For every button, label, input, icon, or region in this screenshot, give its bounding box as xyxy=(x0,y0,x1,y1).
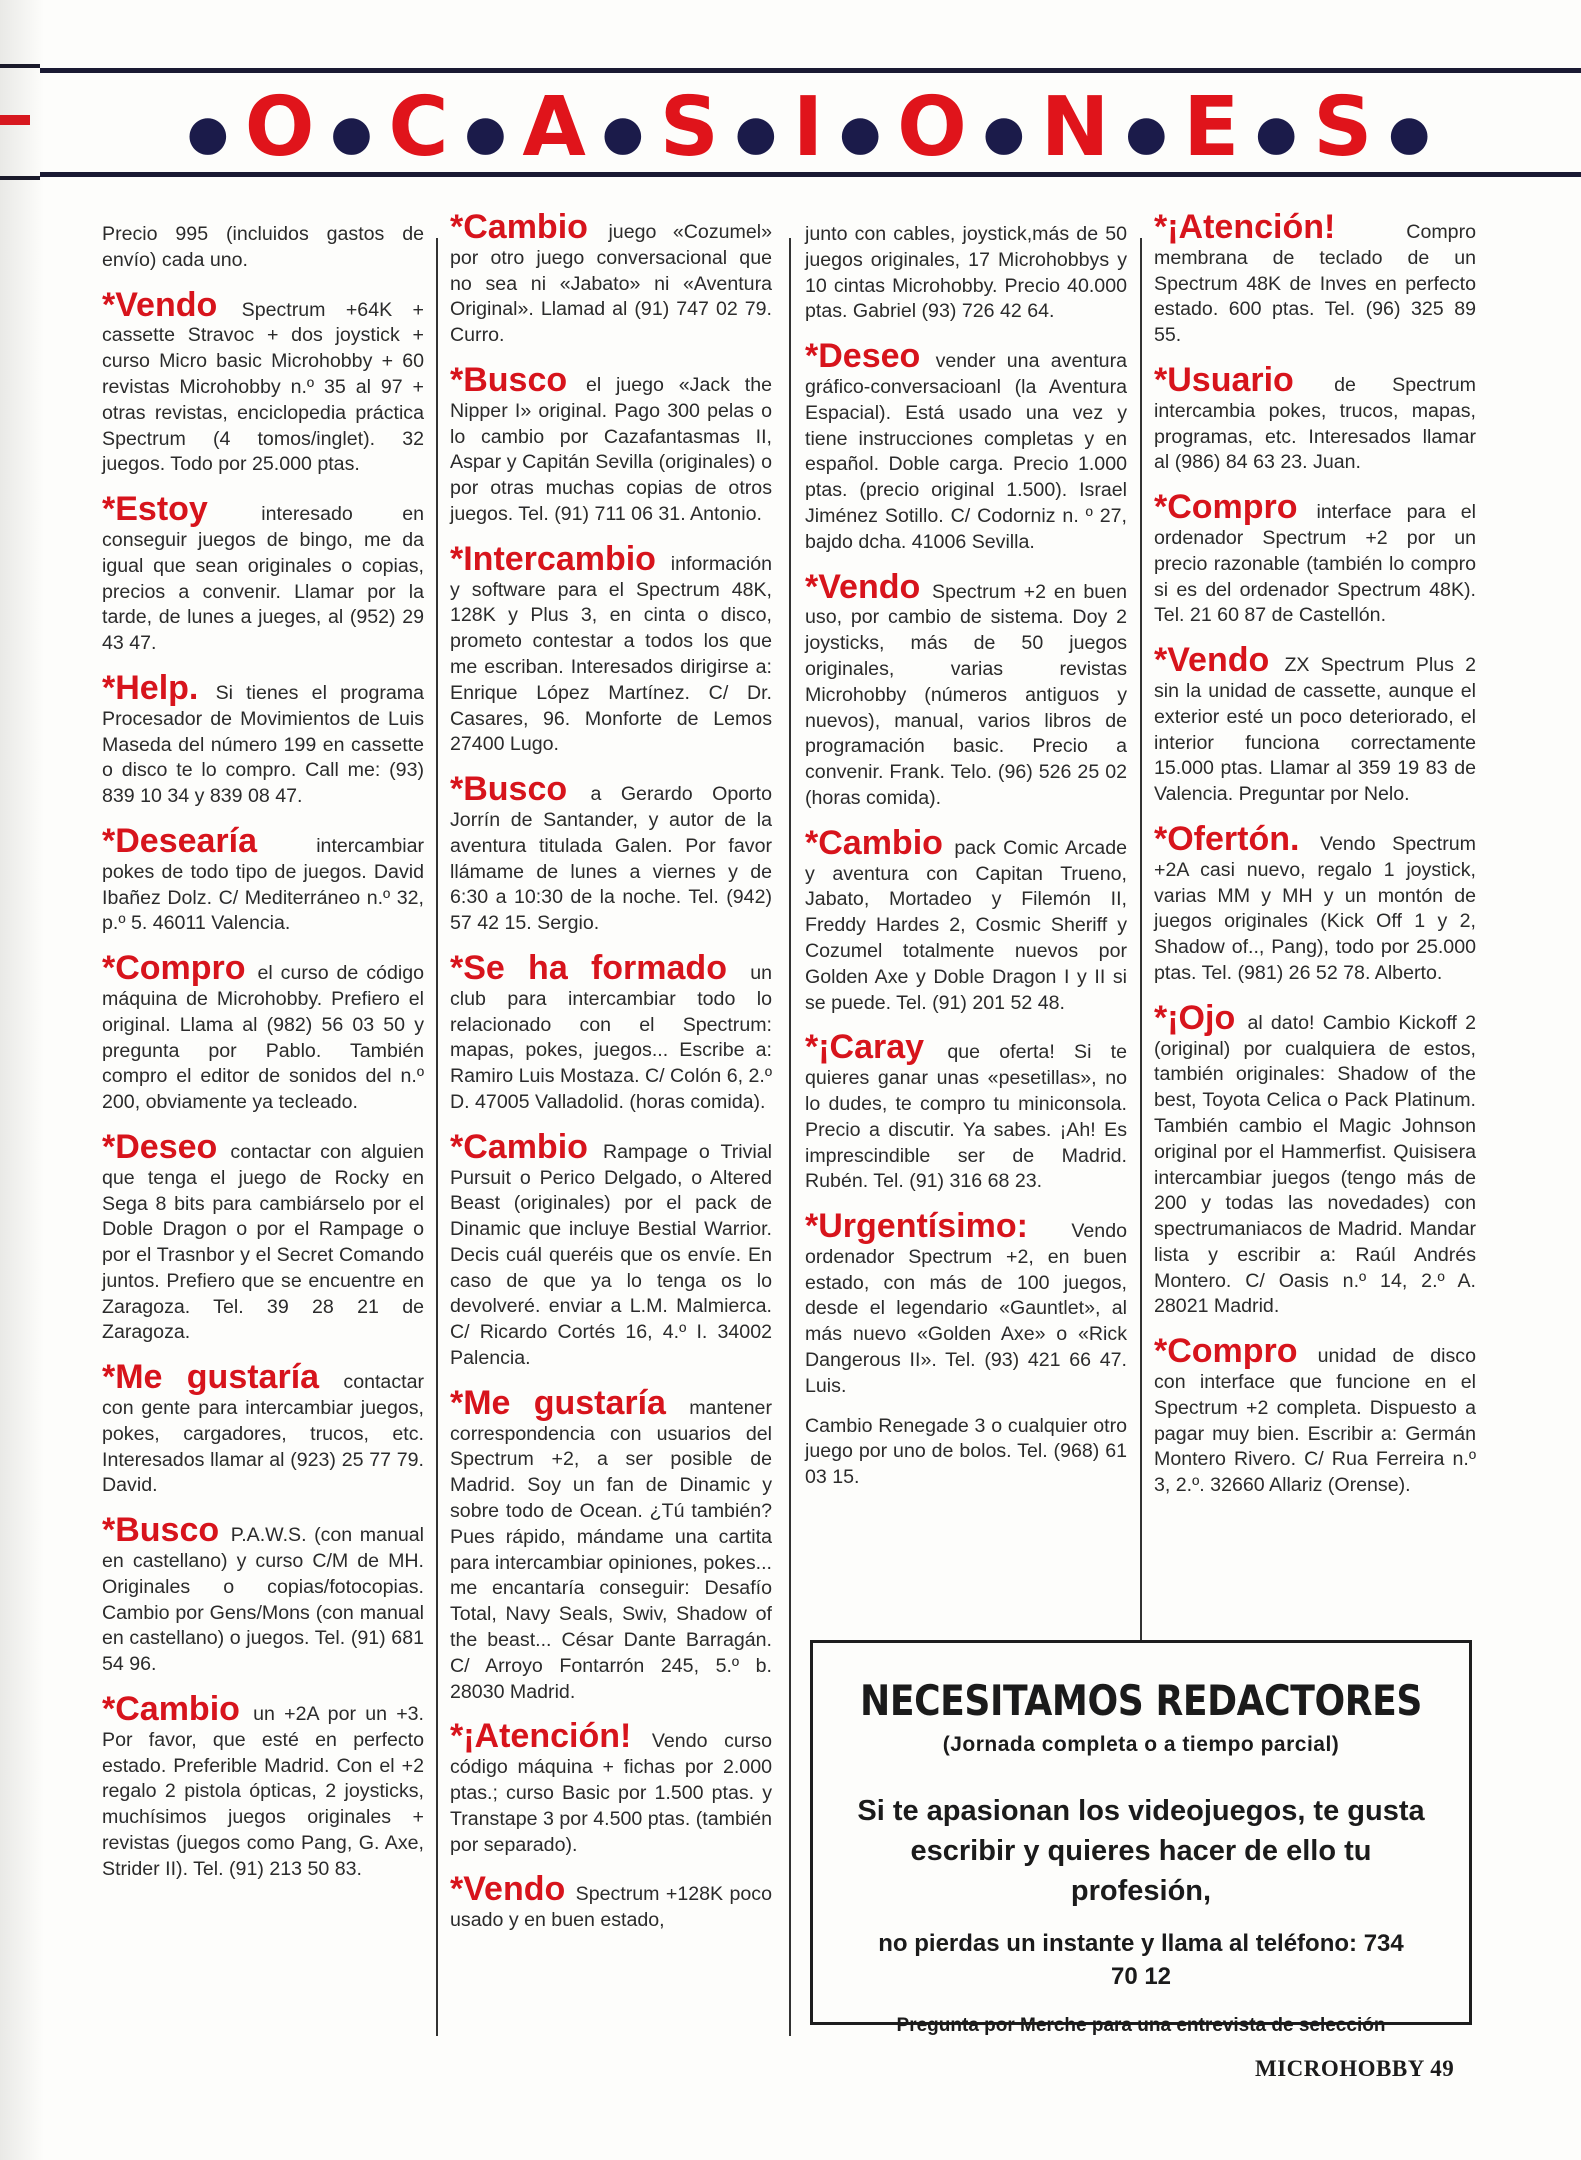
ad-text: unidad de disco con interface que funcione en el Spectrum +2 completa. Dispuesto a pagar muy bien. Escribir a: Germán Montero Rivero. C/ Rua Ferreira n.º 3, 2.º. 32660 Allariz (Orense). xyxy=(1154,1345,1477,1497)
ad-text: vender una aventura gráfico-conversacioanl (la Aventura Espacial). Está usado una vez y tiene instrucciones completas y en español. Doble carga. Precio 1.000 ptas. (precio original 1.500). Israel Jiménez Sotillo. C/ Codorniz n. º 27, bajdo dcha. 41006 Sevilla. xyxy=(805,350,1127,553)
ad-keyword: *Intercambio xyxy=(450,539,656,578)
ad-text: juego «Cozumel» por otro juego conversacional que no sea ni «Jabato» ni «Aventura Original». Llamad al (91) 747 02 79. Curro. xyxy=(450,221,772,347)
ad-keyword: *Busco xyxy=(450,360,568,399)
ad-keyword: *Se ha formado xyxy=(450,948,727,987)
page-folio: MICROHOBBY 49 xyxy=(1255,2056,1455,2081)
ad-keyword: *Compro xyxy=(1154,488,1298,527)
ad-keyword: *¡Atención! xyxy=(1154,208,1336,246)
classifieds-column-1 xyxy=(102,210,424,1897)
ad-text: interface para el ordenador Spectrum +2 por un precio razonable (también lo compro si es del ordenador Spectrum 48K). Tel. 21 60 87 de Castellón. xyxy=(1154,501,1476,627)
ad-keyword: *Vendo xyxy=(805,567,921,606)
masthead-letter: A xyxy=(522,80,590,175)
ad-text: un club para intercambiar todo lo relacionado con el Spectrum: mapas, pokes, juegos... Escribe a: Ramiro Luis Mostaza. C/ Colón 6, 2.º D. 47005 Valladolid. (horas comida). xyxy=(450,961,772,1113)
masthead-letter: N xyxy=(1040,80,1114,175)
ad-keyword: *Busco xyxy=(450,770,568,809)
ad-keyword: *Usuario xyxy=(1154,360,1294,399)
ad-keyword: *Cambio xyxy=(805,823,943,862)
masthead-letter: S xyxy=(1313,80,1377,175)
classified-ad xyxy=(102,1513,424,1678)
masthead-dot: ● xyxy=(1255,104,1302,161)
page-gutter xyxy=(0,0,44,2160)
ad-keyword: *¡Caray xyxy=(805,1028,925,1067)
masthead-letter: I xyxy=(792,80,828,175)
classified-ad xyxy=(102,668,424,810)
ad-text: Vendo curso código máquina + fichas por 2.000 ptas.; curso Basic por 1.500 ptas. y Transtape 3 por 4.500 ptas. (también por separado). xyxy=(450,1730,772,1856)
masthead-dot: ● xyxy=(601,104,648,161)
section-masthead xyxy=(40,78,1581,178)
classified-ad xyxy=(102,1127,425,1346)
ad-text: que oferta! Si te quieres ganar unas «pesetillas», no lo dudes, te compro tu miniconsola. Precio a discutir. Ya sabes. ¡Ah! Es imprescindible ser de Madrid. Rubén. Tel. (91) 316 68 23. xyxy=(805,1041,1127,1193)
ad-text: intercambiar pokes de todo tipo de juegos. David Ibañez Dolz. C/ Mediterráneo n.º 32, p.º 5. 46011 Valencia. xyxy=(102,834,424,935)
ad-text: Compro membrana de teclado de un Spectrum 48K de Inves en perfecto estado. 600 ptas. Tel. (96) 325 89 55. xyxy=(1154,221,1476,347)
ad-text: Vendo Spectrum +2A casi nuevo, regalo 1 joystick, varias MM y MH y un montón de juegos originales (Kick Off 1 y 2, Shadow of.., Pang), todo por 25.000 ptas. Tel. (981) 26 52 78. Alberto. xyxy=(1154,832,1476,984)
masthead-dot: ● xyxy=(1125,104,1172,161)
ad-text: mantener correspondencia con usuarios del Spectrum +2, a ser posible de Madrid. Soy un fan de Dinamic y sobre todo de Ocean. ¿Tú también? Pues rápido, mándame una cartita para intercambiar opiniones, pokes... me encantaría conseguir: Desafío Total, Navy Seals, Swiv, Shadow of the beast... César Dante Barragán. C/ Arroyo Fontarrón 245, 5.º b. 28030 Madrid. xyxy=(450,1396,772,1703)
job-ad-title: NECESITAMOS REDACTORES xyxy=(860,1676,1422,1725)
ad-text: el curso de código máquina de Microhobby. Prefiero el original. Llama al (982) 56 03 50 y pregunta por Pablo. También compro el editor de sonidos del n.º 200, obviamente ya tecleado. xyxy=(102,962,424,1114)
masthead-letter: O xyxy=(244,80,319,175)
header-top-rule xyxy=(40,68,1581,73)
column-rule xyxy=(789,238,791,2036)
classified-ad xyxy=(805,1209,1127,1400)
gutter-red-mark xyxy=(0,115,30,125)
ad-keyword: *Compro xyxy=(102,949,246,988)
masthead-dot: ● xyxy=(330,104,377,161)
job-ad-subtitle: (Jornada completa o a tiempo parcial) xyxy=(942,1733,1340,1756)
ad-keyword: *Busco xyxy=(102,1511,220,1550)
classified-ad xyxy=(1154,1334,1476,1499)
classified-ad xyxy=(102,492,424,657)
ad-keyword: *Estoy xyxy=(102,490,208,529)
classified-ad xyxy=(450,1383,772,1706)
classified-ad xyxy=(805,1414,1127,1491)
classified-ad xyxy=(102,951,424,1116)
masthead-dot: ● xyxy=(186,104,233,161)
masthead-letter: C xyxy=(388,80,453,175)
classified-ad xyxy=(805,222,1127,325)
classified-ad xyxy=(1154,819,1476,987)
ad-text: ZX Spectrum Plus 2 sin la unidad de cassette, aunque el exterior esté un poco deteriorado, el interior funciona correctamente 15.000 ptas. Llamar al 359 19 83 de Valencia. Preguntar por Nelo. xyxy=(1154,654,1476,806)
classified-ad xyxy=(450,210,772,349)
ad-keyword: *Vendo xyxy=(102,285,218,324)
ad-keyword: *¡Atención! xyxy=(450,1717,632,1756)
ad-keyword: *Deseo xyxy=(805,337,921,376)
classified-ad xyxy=(805,823,1127,1017)
ad-keyword: *Ofertón. xyxy=(1154,819,1300,858)
ad-text: interesado en conseguir juegos de bingo, me da igual que sean originales o copias, precios a convenir. Llamar por la tarde, de lunes a jueges, al (952) 29 43 47. xyxy=(102,503,424,655)
classified-ad xyxy=(450,772,772,937)
classified-ad xyxy=(1154,360,1476,476)
ad-text: de Spectrum intercambia pokes, trucos, mapas, programas, etc. Interesados llamar al (986) 84 63 23. Juan. xyxy=(1154,373,1476,474)
ad-keyword: *Desearía xyxy=(102,821,258,860)
classified-ad xyxy=(102,821,424,937)
gutter-line xyxy=(0,64,40,68)
classified-ad xyxy=(1154,998,1476,1321)
ad-keyword: *Cambio xyxy=(450,1127,588,1166)
ad-text: a Gerardo Oporto Jorrín de Santander, y autor de la aventura titulada Galen. Por favor llámame de lunes a viernes y de 6:30 a 10:30 de la noche. Tel. (942) 57 42 15. Sergio. xyxy=(450,783,772,935)
masthead-dot: ● xyxy=(839,104,886,161)
ad-text: junto con cables, joystick,más de 50 juegos originales, 17 Microhobbys y 10 cintas Microhobby. Precio 40.000 ptas. Gabriel (93) 726 42 64. xyxy=(805,223,1127,323)
column-rule xyxy=(436,238,438,2036)
ad-text: al dato! Cambio Kickoff 2 (original) por cualquiera de estos, también originales: Shadow of the best, Toyota Celica o Pack Platinum. También cambio el Magic Johnson original por el Hammerfist. Quisisera intercambiar juegos (tengo más de 200 y todas las novedades) con spectrumaniacos de Madrid. Mandar lista y escribir a: Raúl Andrés Montero. C/ Oasis n.º 14, 2.º A. 28021 Madrid. xyxy=(1154,1011,1476,1318)
classified-ad xyxy=(102,222,424,274)
ad-text: Spectrum +64K + cassette Stravoc + dos joystick + curso Micro basic Microhobby + 60 revistas Microhobby n.º 35 al 97 + otras revistas, enciclopedia práctica Spectrum (4 tomos/inglet). 32 juegos. Todo por 25.000 ptas. xyxy=(102,298,424,476)
ad-keyword: *Help. xyxy=(102,668,199,707)
classified-ad xyxy=(1154,210,1476,349)
classified-ad xyxy=(450,360,772,528)
job-ad-pitch: Si te apasionan los videojuegos, te gusta escribir y quieres hacer de ello tu profesión, xyxy=(857,1795,1425,1907)
ad-keyword: *¡Ojo xyxy=(1154,998,1236,1037)
ad-text: P.A.W.S. (con manual en castellano) y curso C/M de MH. Originales o copias/fotocopias. Cambio por Gens/Mons (con manual en castellano) o juegos. Tel. (91) 681 54 96. xyxy=(102,1524,424,1676)
classifieds-column-4 xyxy=(1154,210,1476,1513)
classified-ad xyxy=(805,339,1127,555)
masthead-dot: ● xyxy=(464,104,511,161)
classifieds-column-2 xyxy=(450,210,772,1948)
ad-keyword: *Vendo xyxy=(450,1870,566,1909)
classified-ad xyxy=(450,1872,772,1934)
ad-keyword: *Vendo xyxy=(1154,641,1270,680)
ad-text: Rampage o Trivial Pursuit o Perico Delgado, o Altered Beast (originales) por el pack de Dinamic que incluye Bestial Warrior. Decis cuál queréis que os envíe. En caso de que ya lo tenga os lo devolveré. enviar a L.M. Malmierca. C/ Ricardo Cortés 16, 4.º I. 34002 Palencia. xyxy=(450,1140,772,1370)
job-ad-phone: no pierdas un instante y llama al teléfono: 734 70 12 xyxy=(878,1930,1404,1990)
ad-keyword: *Cambio xyxy=(450,208,588,246)
ad-text: contactar con alguien que tenga el juego de Rocky en Sega 8 bits para cambiárselo por el Doble Dragon o por el Rampage o por el Trasnbor y el Secret Comando juntos. Prefiero que se encuentre en Zaragoza. Tel. 39 28 21 de Zaragoza. xyxy=(102,1140,425,1344)
ad-keyword: *Urgentísimo: xyxy=(805,1207,1028,1246)
ad-text: contactar con gente para intercambiar juegos, pokes, cargadores, trucos, etc. Interesados llamar al (923) 25 77 79. David. xyxy=(102,1371,424,1497)
classified-ad xyxy=(450,1127,772,1372)
ad-keyword: *Cambio xyxy=(102,1690,240,1729)
masthead-dot: ● xyxy=(982,104,1029,161)
gutter-line xyxy=(0,176,40,180)
ad-text: el juego «Jack the Nipper I» original. Pago 300 pelas o lo cambio por Cazafantasmas II, Aspar y Capitán Sevilla (originales) o por otras muchas copias de otros juegos. Tel. (91) 711 06 31. Antonio. xyxy=(450,373,772,525)
ad-text: Spectrum +128K poco usado y en buen estado, xyxy=(450,1883,772,1932)
classified-ad xyxy=(805,1030,1127,1195)
ad-text: Spectrum +2 en buen uso, por cambio de sistema. Doy 2 joysticks, más de 50 juegos originales, varias revistas Microhobby (números antiguos y nuevos), manual, varios libros de programación basic. Precio a convenir. Frank. Telo. (96) 526 25 02 (horas comida). xyxy=(805,580,1127,809)
ad-text: Cambio Renegade 3 o cualquier otro juego por uno de bolos. Tel. (968) 61 03 15. xyxy=(805,1414,1127,1489)
job-ad-contact: Pregunta por Merche para una entrevista de selección xyxy=(896,2015,1386,2036)
ad-text: Precio 995 (incluidos gastos de envío) cada uno. xyxy=(102,223,424,271)
ad-keyword: *Me gustaría xyxy=(102,1358,320,1397)
classifieds-column-3 xyxy=(805,210,1127,1505)
classified-ad xyxy=(450,948,772,1116)
classified-ad xyxy=(450,1719,772,1858)
classified-ad xyxy=(102,285,424,479)
masthead-letter: S xyxy=(659,80,723,175)
classified-ad xyxy=(1154,490,1476,629)
masthead-dot: ● xyxy=(734,104,781,161)
classified-ad xyxy=(805,567,1127,812)
ad-text: Vendo ordenador Spectrum +2, en buen estado, con más de 100 juegos, desde el legendario «Gauntlet», al más nuevo «Golden Axe» o «Rick Dangerous II». Tel. (93) 421 66 47. Luis. xyxy=(805,1220,1127,1397)
ad-keyword: *Deseo xyxy=(102,1127,218,1166)
classified-ad xyxy=(450,539,772,758)
job-ad-box xyxy=(810,1640,1472,2036)
ad-text: un +2A por un +3. Por favor, que esté en perfecto estado. Preferible Madrid. Con el +2 regalo 2 pistola ópticas, 2 joysticks, muchísimos juegos originales + revistas (juegos como Pang, G. Axe, Strider II). Tel. (91) 213 50 83. xyxy=(102,1703,424,1880)
ad-keyword: *Compro xyxy=(1154,1332,1298,1371)
masthead-dot: ● xyxy=(1388,104,1435,161)
column-rule xyxy=(1140,238,1142,1648)
ad-text: Si tienes el programa Procesador de Movimientos de Luis Maseda del número 199 en cassette o disco te lo compro. Call me: (93) 839 10 34 y 839 08 47. xyxy=(102,681,424,808)
ad-text: información y software para el Spectrum 48K, 128K y Plus 3, en cinta o disco, prometo contestar a todos los que me escriban. Interesados dirigirse a: Enrique López Martínez. C/ Dr. Casares, 96. Monforte de Lemos 27400 Lugo. xyxy=(450,552,772,756)
classified-ad xyxy=(102,1360,424,1499)
masthead-letter: E xyxy=(1183,80,1244,175)
ad-text: pack Comic Arcade y aventura con Capitan Trueno, Jabato, Mortadeo y Filemón II, Freddy Hardes 2, Cosmic Sheriff y Cozumel totalmente nuevos por Golden Axe y Doble Dragon I y II si se puede. Tel. (91) 201 52 48. xyxy=(805,836,1127,1014)
ad-keyword: *Me gustaría xyxy=(450,1383,666,1422)
masthead-letter: O xyxy=(897,80,971,175)
classified-ad xyxy=(102,1692,424,1883)
classified-ad xyxy=(1154,643,1476,808)
